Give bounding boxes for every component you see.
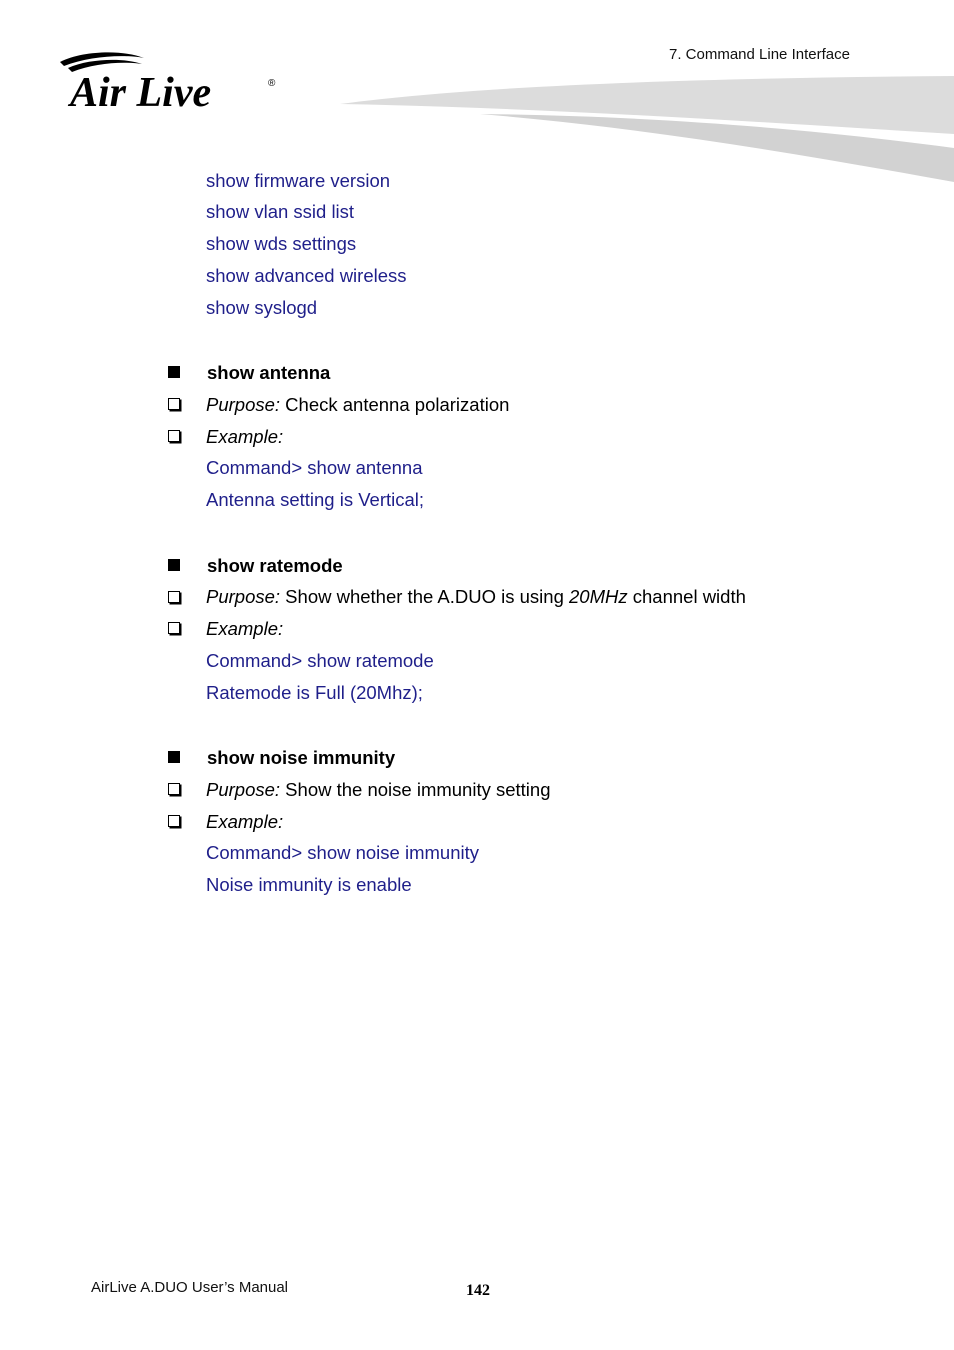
purpose-line	[206, 779, 550, 801]
footer-manual-title: AirLive A.DUO User’s Manual	[91, 1279, 289, 1296]
command-list-item: show firmware version	[206, 170, 391, 191]
svg-text:®: ®	[268, 78, 276, 89]
checkbox-bullet-icon	[168, 783, 180, 795]
checkbox-bullet-icon	[168, 398, 180, 410]
chapter-title: 7. Command Line Interface	[669, 46, 850, 63]
purpose-text: channel width	[627, 586, 746, 607]
filled-square-bullet-icon	[168, 366, 180, 378]
example-line: Ratemode is Full (20Mhz);	[206, 682, 423, 703]
section-title: show ratemode	[207, 555, 343, 576]
purpose-label: Purpose:	[206, 394, 281, 415]
command-list-item: show syslogd	[206, 297, 318, 318]
command-list-item: show vlan ssid list	[206, 201, 355, 222]
airlive-logo	[54, 48, 284, 114]
example-line: Noise immunity is enable	[206, 874, 412, 895]
page-number: 142	[466, 1282, 490, 1299]
example-line: Command> show ratemode	[206, 650, 434, 671]
example-line: Command> show antenna	[206, 457, 423, 478]
purpose-text: Show the noise immunity setting	[280, 779, 551, 800]
checkbox-bullet-icon	[168, 591, 180, 603]
checkbox-bullet-icon	[168, 430, 180, 442]
example-label: Example:	[206, 426, 284, 447]
checkbox-bullet-icon	[168, 815, 180, 827]
filled-square-bullet-icon	[168, 559, 180, 571]
example-label: Example:	[206, 618, 284, 639]
section-title: show antenna	[207, 362, 331, 383]
svg-text:Air Live: Air Live	[70, 70, 212, 114]
purpose-text: Show whether the A.DUO is using	[280, 586, 569, 607]
command-list-item: show advanced wireless	[206, 265, 407, 286]
purpose-emphasis: 20MHz	[569, 586, 628, 607]
section-title: show noise immunity	[207, 747, 396, 768]
purpose-line	[206, 586, 746, 608]
command-list-item: show wds settings	[206, 233, 357, 254]
purpose-label: Purpose:	[206, 779, 281, 800]
checkbox-bullet-icon	[168, 622, 180, 634]
purpose-label: Purpose:	[206, 586, 281, 607]
header-swoosh	[340, 70, 954, 190]
example-line: Command> show noise immunity	[206, 842, 479, 863]
purpose-text: Check antenna polarization	[280, 394, 510, 415]
example-label: Example:	[206, 811, 284, 832]
purpose-line	[206, 394, 509, 416]
example-line: Antenna setting is Vertical;	[206, 489, 425, 510]
filled-square-bullet-icon	[168, 751, 180, 763]
